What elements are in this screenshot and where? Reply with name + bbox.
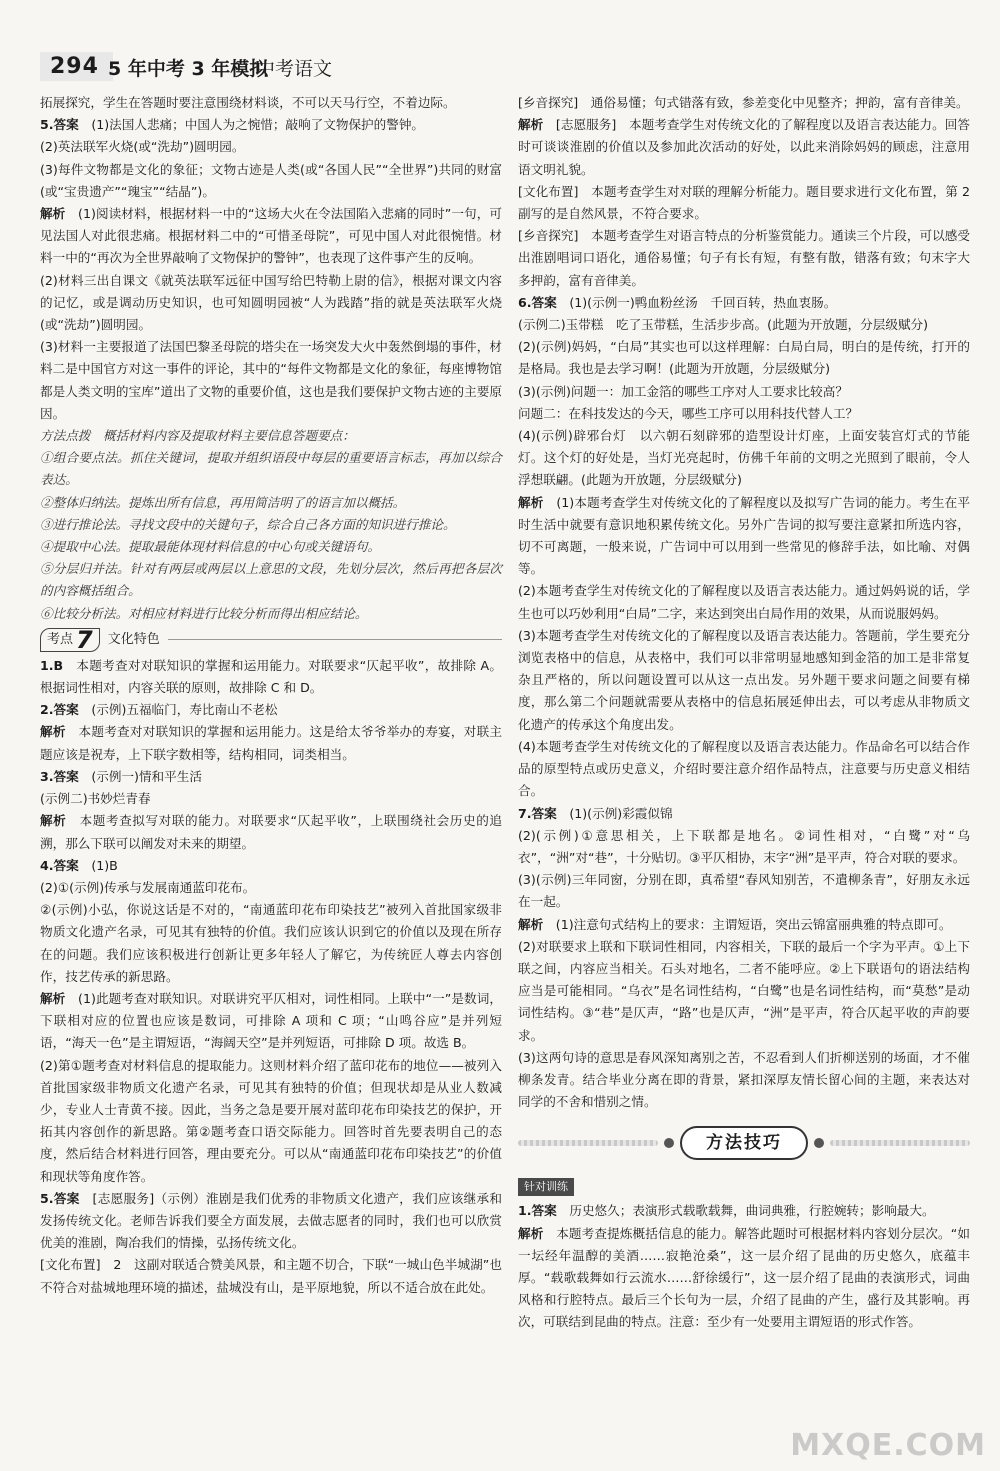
answer-text: (1)此题考查对联知识。对联讲究平仄相对，词性相同。上联中“一”是数词，下联相对应的位置也应该是数词，可排除 A 项和 C 项；“山鸣谷应”是并列短语，“海天一色”是主谓短语，“海阔天空”是并列短语，可排除 D 项。故选 B。 — [40, 990, 503, 1051]
answer-text: (2)材料三出自课文《就英法联军远征中国写给巴特勒上尉的信》，根据对课文内容的记忆，或是调动历史知识，也可知圆明园被“人为践踏”指的就是英法联军火烧(或“洗劫”)圆明园。 — [40, 272, 502, 333]
answer-paragraph — [40, 203, 502, 270]
answer-paragraph — [40, 855, 502, 877]
answer-text: (1)(示例)彩霞似锦 — [569, 805, 673, 821]
answer-paragraph — [40, 447, 502, 491]
banner-bar-right — [830, 1140, 970, 1146]
book-subject: 中考语文 — [256, 58, 333, 80]
banner-bar-left — [518, 1140, 658, 1146]
answer-text: (示例)五福临门，寿比南山不老松 — [91, 702, 278, 718]
answer-text: (3)本题考查学生对传统文化的了解程度以及语言表达能力。答题前，学生要充分浏览表格中的信息，从表格中，我们可以非常明显地感知到金箔的加工是非常复杂且严格的，所以问题设置可以从这一点出发。另外题干要求问题之间要有梯度，那么第二个问题就需要从表格中的信息拓展延伸出去，可以考虑从非物质文化遗产的传承这个角度出发。 — [518, 627, 970, 732]
practice-tag-row — [518, 1175, 970, 1200]
answer-text: (3)这两句诗的意思是春风深知离别之苦，不忍看到人们折柳送别的场面，才不催柳条发青。结合毕业分离在即的背景，紧扣深厚友情长留心间的主题，来表达对同学的不舍和惜别之情。 — [518, 1049, 970, 1110]
section-title: 文化特色 — [107, 631, 160, 647]
answer-text: [志愿服务] 本题考查学生对传统文化的了解程度以及语言表达能力。回答时可谈谈淮剧的价值以及参加此次活动的好处，以此来消除妈妈的顾虑，注意用语文明礼貌。 — [518, 117, 971, 177]
kaodian-prefix: 考点 — [47, 631, 74, 647]
answer-text: (2)(示例)妈妈，“白局”其实也可以这样理解：白局白局，明白的是传统，打开的是格局。我也是去学习啊！(此题为开放题，分层级赋分) — [518, 339, 970, 377]
answer-text: (4)本题考查学生对传统文化的了解程度以及语言表达能力。作品命名可以结合作品的原型特点或历史意义，介绍时要注意介绍作品特点，注意要与历史意义相结合。 — [518, 738, 970, 799]
answer-paragraph — [518, 869, 970, 913]
answer-text: 本题考查对对联知识的掌握和运用能力。这是给太爷爷举办的寿宴，对联主题应该是祝寿，上下联字数相等，结构相同，词类相当。 — [40, 724, 503, 762]
answer-text: (1)法国人悲痛；中国人为之惋惜；敲响了文物保护的警钟。 — [91, 117, 425, 133]
method-banner — [518, 1121, 970, 1165]
answer-text: (1)B — [91, 857, 118, 873]
answer-paragraph — [40, 425, 502, 447]
answer-paragraph — [518, 1047, 970, 1114]
answer-paragraph — [518, 625, 970, 736]
answer-text: (1)本题考查学生对传统文化的了解程度以及拟写广告词的能力。考生在平时生活中就要有意识地积累传统文化。另外广告词的拟写要注意紧扣所选内容，切不可离题，一般来说，广告词中可以用到一些常见的修辞手法，如比喻、对偶等。 — [518, 494, 970, 577]
answer-paragraph — [518, 403, 970, 425]
answer-text: 本题考查提炼概括信息的能力。解答此题时可根据材料内容划分层次。“如一坛经年温醇的美酒……寂艳沧桑”，这一层介绍了昆曲的历史悠久，底蕴丰厚。“载歌载舞如行云流水……舒徐缓行”，这一层介绍了昆曲的表演形式，词曲风格和行腔特点。最后三个长句为一层，介绍了昆曲的产生，盛行及其影响。再次，可联结到昆曲的特点。注意：至少有一处要用主谓短语的形式作答。 — [518, 1225, 970, 1330]
answer-text: [文化布置] 本题考查学生对对联的理解分析能力。题目要求进行文化布置，第 2 副写的是自然风景，不符合要求。 — [518, 183, 970, 222]
answer-text: 历史悠久；表演形式载歌载舞，曲词典雅，行腔婉转；影响最大。 — [569, 1203, 935, 1219]
kaodian-badge — [40, 625, 100, 654]
answer-text: (2)(示例)①意思相关，上下联都是地名。②词性相对，“白鹭”对“乌衣”，“洲”对“巷”，十分贴切。③平仄相协，末字“洲”是平声，符合对联的要求。 — [518, 827, 970, 865]
answer-paragraph — [518, 1223, 970, 1334]
answer-text: (2)英法联军火烧(或“洗劫”)圆明园。 — [40, 139, 245, 155]
kaodian-number: 7 — [76, 625, 93, 654]
answer-text: (2)①(示例)传承与发展南通蓝印花布。 — [40, 879, 256, 895]
answer-text: [志愿服务]（示例）淮剧是我们优秀的非物质文化遗产，我们应该继承和发扬传统文化。老师告诉我们要全方面发展，去做志愿者的同时，我们也可以欣赏优美的淮剧，陶冶我们的情操，弘扬传统文化。 — [40, 1190, 502, 1251]
answer-text: (2)对联要求上联和下联词性相同，内容相关，下联的最后一个字为平声。①上下联之间，内容应当相关。石头对地名，二者不能呼应。②上下联语句的语法结构应当是可能相同。“乌衣”是名词性结构，“白鹭”也是名词性结构，而“莫愁”是动词性结构。③“巷”是仄声，“路”也是仄声，“洲”是平声，符合仄起平收的声韵要求。 — [518, 938, 970, 1043]
answer-paragraph — [518, 580, 970, 624]
answer-paragraph — [40, 159, 502, 203]
answer-paragraph — [40, 114, 502, 136]
answer-paragraph — [40, 810, 502, 854]
answer-text: (示例二)玉带糕 吃了玉带糕，生活步步高。(此题为开放题，分层级赋分) — [518, 317, 929, 333]
answer-paragraph — [40, 92, 502, 114]
answer-label: 解析 — [40, 724, 79, 740]
answer-paragraph — [40, 558, 502, 602]
answer-label: 5.答案 — [40, 117, 92, 133]
banner-dot-left — [664, 1138, 674, 1148]
answer-text: (示例一)情和平生活 — [91, 768, 202, 784]
section-heading-kaodian — [40, 627, 502, 653]
answer-label: 解析 — [518, 1225, 557, 1241]
answer-paragraph — [518, 1200, 970, 1222]
watermark-logo: MXQE.COM — [790, 1428, 986, 1463]
book-title: 5 年中考 3 年模拟 — [108, 58, 269, 80]
answer-paragraph — [40, 877, 502, 899]
answer-paragraph — [40, 899, 502, 988]
answer-text: (1)(示例一)鸭血粉丝汤 千回百转，热血衷肠。 — [569, 294, 837, 310]
answer-text: (3)材料一主要报道了法国巴黎圣母院的塔尖在一场突发大火中轰然倒塌的事件，材料二是中国官方对这一事件的评论，其中的“每件文物都是文化的象征，每座博物馆都是人类文明的宝库”道出了文物的重要价值，这也是我们要保护文物古迹的主要原因。 — [40, 339, 502, 421]
answer-paragraph — [518, 936, 970, 1047]
answer-text: (2)第①题考查对材料信息的提取能力。这则材料介绍了蓝印花布的地位——被列入首批国家级非物质文化遗产名录，可见其有独特的价值；但现状却是从业人数减少，专业人士青黄不接。因此，当务之急是要开展对蓝印花布印染技艺的保护，开拓其内容创作的新思路。第②题考查口语交际能力。回答时首先要表明自己的态度，然后结合材料进行回答，理由要充分。可以从“南通蓝印花布印染技艺”的价值和现状等角度作答。 — [40, 1057, 502, 1184]
answer-text: (1)阅读材料，根据材料一中的“这场大火在令法国陷入悲痛的同时”一句，可见法国人对此很悲痛。根据材料二中的“可惜圣母院”，可见中国人对此很惋惜。材料一中的“再次为全世界敲响了文物保护的警钟”，也表现了这件事产生的反响。 — [40, 206, 503, 266]
answer-label: 6.答案 — [518, 294, 570, 310]
answer-paragraph — [518, 225, 970, 292]
answer-paragraph — [40, 492, 502, 514]
answer-text: [文化布置] 2 这副对联适合赞美风景，和主题不切合，下联“一城山色半城湖”也不符合对盐城地理环境的描述，盐城没有山，是平原地貌，所以不适合放在此处。 — [40, 1257, 502, 1295]
answer-paragraph — [40, 988, 502, 1055]
answer-paragraph — [518, 825, 970, 869]
answer-paragraph — [40, 655, 502, 699]
answer-label: 5.答案 — [40, 1190, 93, 1206]
answer-paragraph — [40, 336, 502, 425]
answer-paragraph — [518, 292, 970, 314]
answer-paragraph — [40, 699, 502, 721]
answer-paragraph — [40, 270, 502, 337]
answer-paragraph — [40, 136, 502, 158]
answer-text: ⑤分层归并法。针对有两层或两层以上意思的文段，先划分层次，然后再把各层次的内容概括组合。 — [40, 561, 502, 599]
answer-paragraph — [518, 914, 970, 936]
answer-paragraph — [40, 766, 502, 788]
answer-text: (4)(示例)辟邪台灯 以六朝石刻辟邪的造型设计灯座，上面安装宫灯式的节能灯。这个灯的好处是，当灯光亮起时，仿佛千年前的文明之光照到了眼前，令人浮想联翩。(此题为开放题，分层级赋分) — [518, 428, 970, 488]
answer-paragraph — [40, 1254, 502, 1298]
answer-text: 问题二：在科技发达的今天，哪些工序可以用科技代替人工？ — [518, 405, 859, 421]
answer-paragraph — [518, 336, 970, 380]
answer-text: (3)(示例)问题一：加工金箔的哪些工序对人工要求比较高？ — [518, 383, 848, 399]
answer-paragraph — [518, 92, 970, 114]
right-column — [518, 92, 970, 1334]
answer-text: 本题考查拟写对联的能力。对联要求“仄起平收”，上联围绕社会历史的追溯，那么下联可以阐发对未来的期望。 — [40, 813, 502, 851]
answer-paragraph — [518, 314, 970, 336]
answer-text: ②整体归纳法。提炼出所有信息，再用简洁明了的语言加以概括。 — [40, 494, 406, 510]
answer-text: (2)本题考查学生对传统文化的了解程度以及语言表达能力。通过妈妈说的话，学生也可以巧妙利用“白局”二字，来达到突出白局作用的效果，从而说服妈妈。 — [518, 583, 970, 621]
section-divider — [168, 639, 502, 640]
answer-paragraph — [518, 181, 970, 225]
answer-label: 解析 — [40, 813, 80, 829]
answer-label: 解析 — [40, 990, 79, 1006]
answer-label: 解析 — [518, 117, 556, 133]
answer-text: 拓展探究，学生在答题时要注意围绕材料谈，不可以天马行空，不着边际。 — [40, 95, 456, 110]
answer-text: 方法点拨 概括材料内容及提取材料主要信息答题要点： — [40, 428, 355, 444]
answer-label: 解析 — [40, 206, 79, 222]
answer-label: 3.答案 — [40, 768, 92, 784]
answer-text: ④提取中心法。提取最能体现材料信息的中心句或关键语句。 — [40, 539, 381, 555]
answer-label: 2.答案 — [40, 702, 92, 718]
answer-paragraph — [40, 1188, 502, 1255]
answer-paragraph — [518, 803, 970, 825]
answer-paragraph — [40, 514, 502, 536]
answer-text: ②(示例)小弘，你说这话是不对的，“南通蓝印花布印染技艺”被列入首批国家级非物质文化遗产名录，可见其有独特的价值。我们应该认识到它的价值以及现在所存在的问题。我们应该积极进行创新让更多年轻人了解它，为传统匠人尊去内容创作，技艺传承的新思路。 — [40, 902, 502, 984]
page-header — [0, 0, 1000, 88]
answer-text: (3)每件文物都是文化的象征；文物古迹是人类(或“各国人民”“全世界”)共同的财富(或“宝贵遗产”“瑰宝”“结晶”)。 — [40, 161, 502, 199]
answer-text: 本题考查对对联知识的掌握和运用能力。对联要求“仄起平收”，故排除 A。根据词性相对，内容关联的原则，故排除 C 和 D。 — [40, 657, 502, 696]
answer-paragraph — [518, 114, 970, 181]
answer-paragraph — [40, 536, 502, 558]
answer-label: 解析 — [518, 916, 556, 932]
page-number: 294 — [40, 52, 113, 81]
answer-paragraph — [40, 788, 502, 810]
answer-text: ①组合要点法。抓住关键词，提取并组织语段中每层的重要语言标志，再加以综合表达。 — [40, 450, 502, 488]
answer-text: (1)注意句式结构上的要求：主谓短语，突出云锦富丽典雅的特点即可。 — [555, 916, 952, 932]
left-column — [40, 92, 502, 1299]
answer-text: [乡音探究] 本题考查学生对语言特点的分析鉴赏能力。通读三个片段，可以感受出淮剧唱词口语化，通俗易懂；句子有长有短，有整有散，错落有致；句末字大多押韵，富有音律美。 — [518, 228, 970, 288]
answer-paragraph — [40, 603, 502, 625]
answer-text: (示例二)书妙烂青春 — [40, 791, 151, 807]
answer-paragraph — [518, 381, 970, 403]
answer-paragraph — [518, 736, 970, 803]
answer-label: 1.答案 — [518, 1203, 570, 1219]
answer-paragraph — [40, 721, 502, 765]
answer-text: (3)(示例)三年同窗，分别在即，真希望“春风知别苦，不遣柳条青”，好朋友永远在一起。 — [518, 872, 970, 910]
answer-text: ⑥比较分析法。对相应材料进行比较分析而得出相应结论。 — [40, 605, 368, 621]
answer-label: 解析 — [518, 494, 557, 510]
practice-tag: 针对训练 — [518, 1178, 574, 1196]
answer-paragraph — [40, 1055, 502, 1188]
answer-label: 1.B — [40, 657, 77, 673]
answer-paragraph — [518, 492, 970, 581]
answer-label: 4.答案 — [40, 857, 92, 873]
answer-text: ③进行推论法。寻找文段中的关键句子，综合自己各方面的知识进行推论。 — [40, 516, 456, 532]
banner-dot-right — [814, 1138, 824, 1148]
answer-paragraph — [518, 425, 970, 492]
answer-text: [乡音探究] 通俗易懂；句式错落有致，参差变化中见整齐；押韵，富有音律美。 — [518, 95, 969, 110]
banner-title: 方法技巧 — [680, 1126, 808, 1160]
answer-label: 7.答案 — [518, 805, 570, 821]
